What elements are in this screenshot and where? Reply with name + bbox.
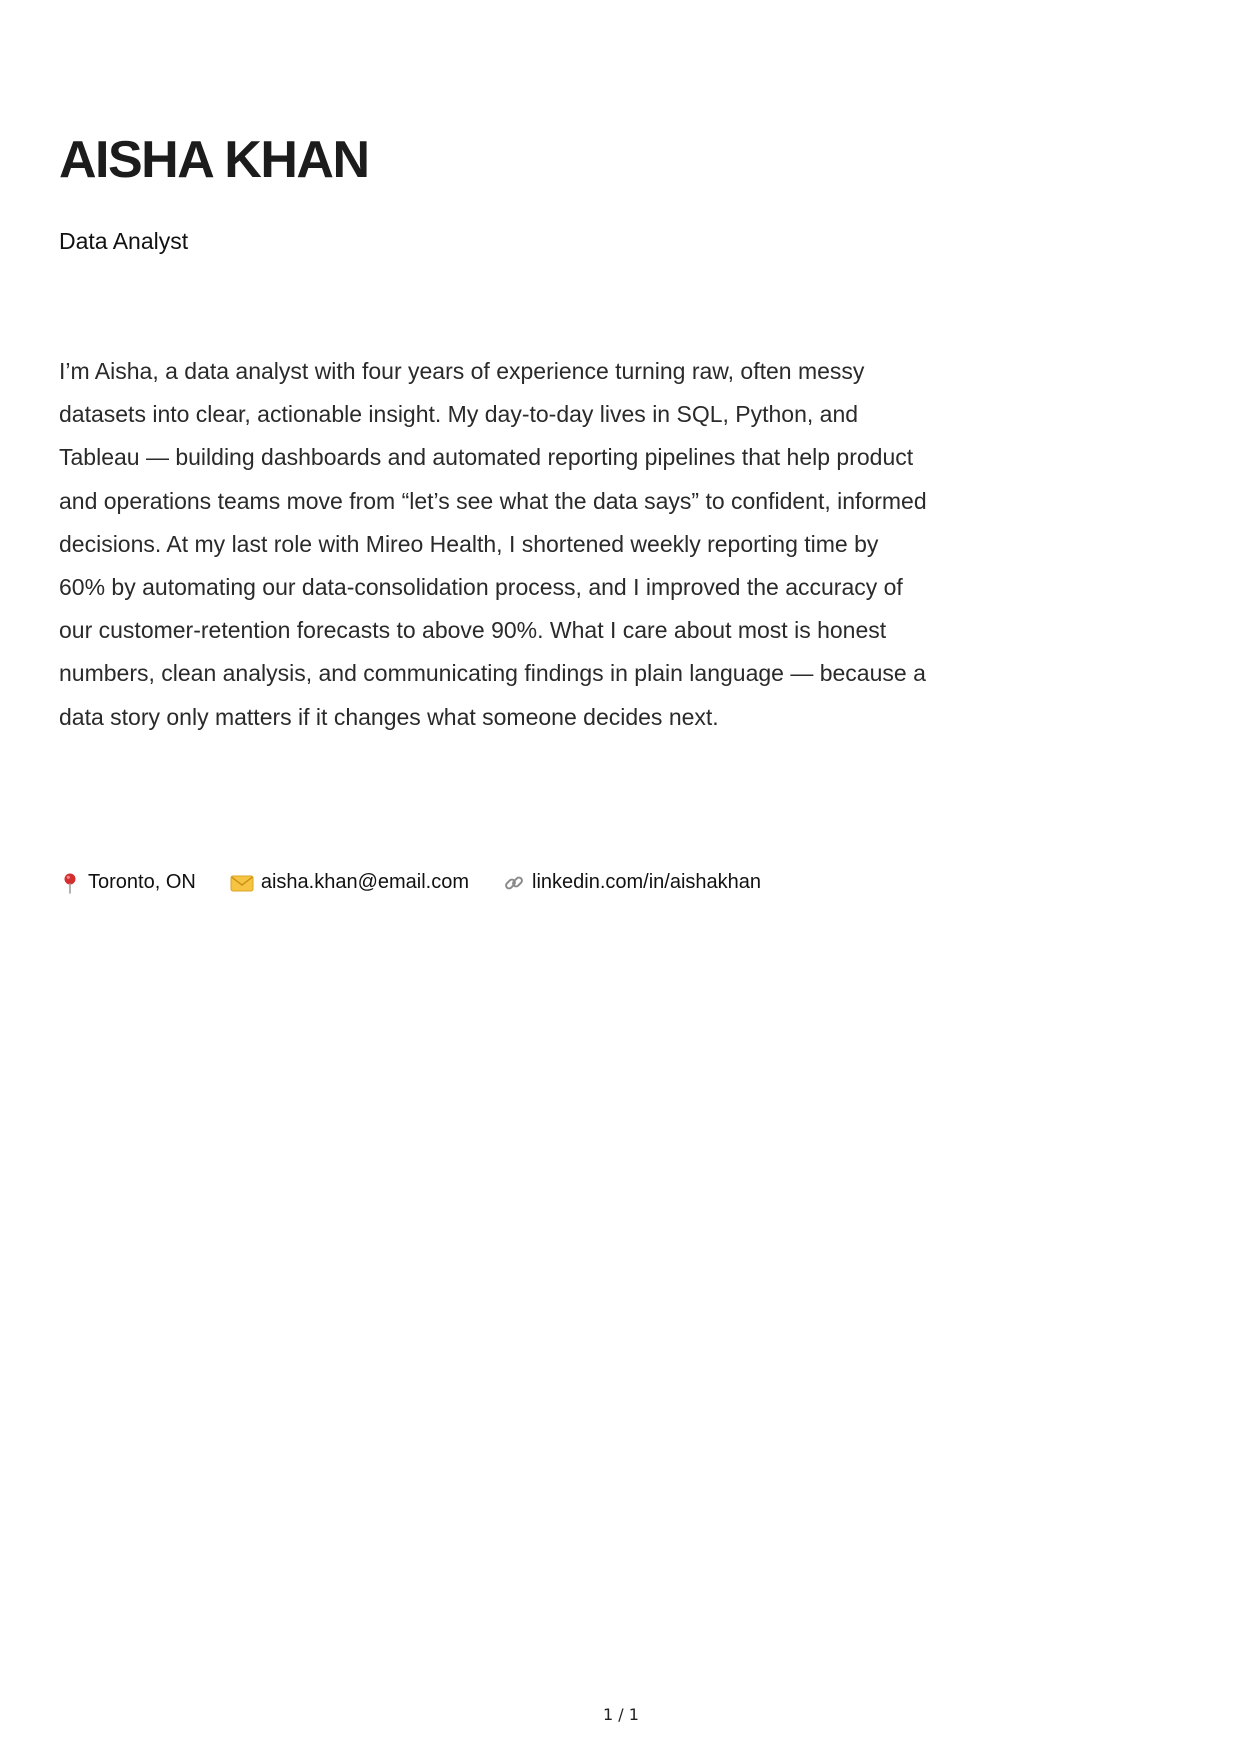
location-text: Toronto, ON	[88, 871, 196, 893]
link-icon	[503, 872, 525, 894]
job-title: Data Analyst	[59, 228, 189, 254]
linkedin-text[interactable]: linkedin.com/in/aishakhan	[532, 871, 762, 893]
profile-summary: I’m Aisha, a data analyst with four years of experience turning raw, often messy datasets into clear, actionable insight. My day-to-day lives in SQL, Python, and Tableau — building dashboards and automated reporting pipelines that help product and operations teams move from “let’s see what the data says” to confident, informed decisions. At my last role with Mireo Health, I shortened weekly reporting time by 60% by automating our data-consolidation process, and I improved the accuracy of our customer-retention forecasts to above 90%. What I care about most is honest numbers, clean analysis, and communicating findings in plain language — because a data story only matters if it changes what someone decides next.	[59, 358, 927, 730]
email-text[interactable]: aisha.khan@email.com	[260, 871, 470, 893]
pin-icon	[59, 872, 81, 894]
candidate-name: AISHA KHAN	[59, 131, 369, 189]
page-number: 1 / 1	[603, 1705, 639, 1724]
contact-email[interactable]	[230, 871, 469, 894]
contact-row	[59, 871, 761, 894]
contact-location	[59, 871, 196, 894]
envelope-icon	[230, 872, 254, 894]
contact-linkedin[interactable]	[503, 871, 761, 894]
